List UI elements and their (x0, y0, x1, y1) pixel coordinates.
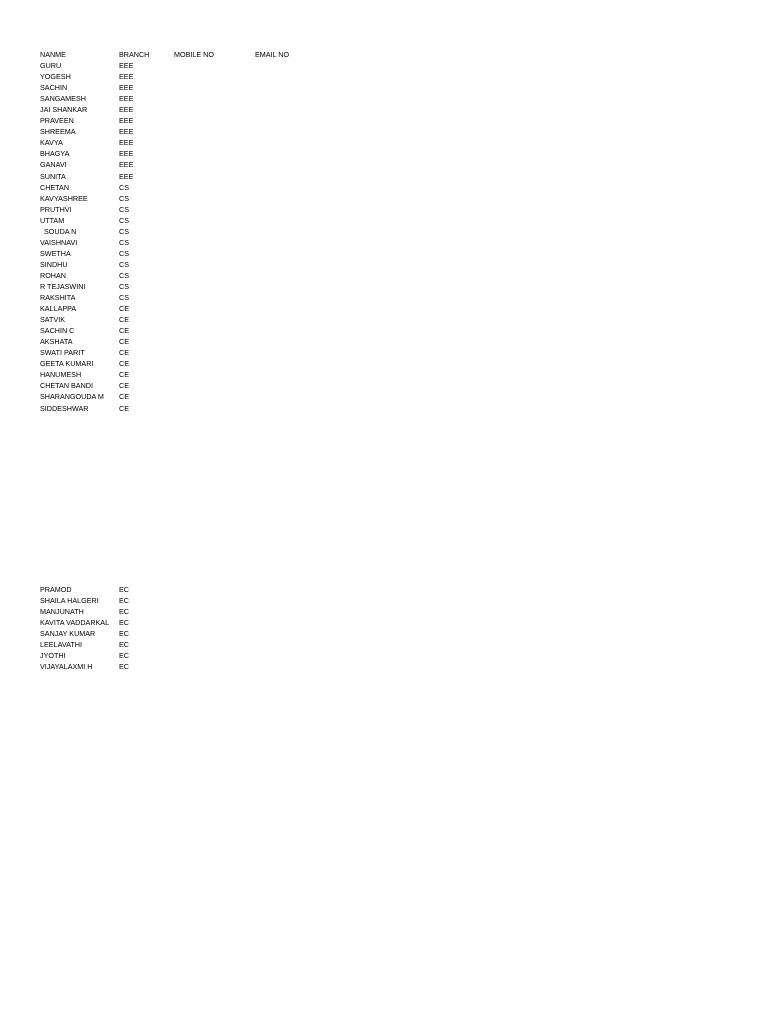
student-branch: EEE (119, 61, 134, 71)
table-body-top (40, 60, 335, 414)
table-row (40, 380, 335, 391)
student-branch: CS (119, 248, 129, 258)
table-row (40, 403, 335, 414)
table-row (40, 93, 335, 104)
student-name: SHREEMA (40, 127, 76, 137)
table-row (40, 270, 335, 281)
table-row (40, 595, 174, 606)
table-row (40, 617, 174, 628)
table-row (40, 204, 335, 215)
student-branch: EEE (119, 138, 134, 148)
student-branch: EEE (119, 72, 134, 82)
student-branch: EC (119, 618, 129, 628)
student-name: PRAMOD (40, 585, 72, 594)
student-name: SATVIK (40, 315, 66, 325)
table-row (40, 650, 174, 661)
student-branch: CE (119, 348, 129, 358)
student-name: YOGESH (40, 72, 71, 82)
student-name: GANAVI (40, 160, 67, 170)
table-row (40, 248, 335, 259)
student-name: LEELAVATHI (40, 640, 82, 650)
table-row (40, 115, 335, 126)
student-branch: CS (119, 226, 129, 236)
header-email: EMAIL NO (255, 50, 290, 59)
table-row (40, 237, 335, 248)
student-branch: EEE (119, 94, 134, 104)
table-row (40, 292, 335, 303)
student-name: MANJUNATH (40, 607, 84, 617)
student-table-top (40, 49, 335, 414)
table-row (40, 182, 335, 193)
table-row (40, 82, 335, 93)
student-name: CHETAN (40, 182, 70, 192)
student-name: VIJAYALAXMI H (40, 662, 93, 672)
student-name: SHAILA HALGERI (40, 596, 99, 606)
student-branch: CE (119, 370, 129, 380)
student-branch: CS (119, 215, 129, 225)
student-name: GEETA KUMARI (40, 359, 94, 369)
student-branch: EC (119, 607, 129, 617)
table-row (40, 628, 174, 639)
student-branch: EEE (119, 127, 134, 137)
student-name: SWATI PARIT (40, 348, 85, 358)
header-branch: BRANCH (119, 50, 150, 59)
student-branch: CE (119, 403, 129, 413)
table-row (40, 661, 174, 672)
student-branch: EEE (119, 116, 134, 126)
student-branch: EEE (119, 105, 134, 115)
table-row (40, 281, 335, 292)
student-branch: CS (119, 182, 129, 192)
student-name: HANUMESH (40, 370, 82, 380)
table-row (40, 259, 335, 270)
student-name: SOUDA N (40, 226, 77, 236)
student-branch: CS (119, 281, 129, 291)
student-name: SIDDESHWAR (40, 403, 89, 413)
student-name: JYOTHI (40, 651, 66, 661)
student-name: SINDHU (40, 259, 68, 269)
student-name: GURU (40, 61, 62, 71)
student-table-bottom (40, 584, 174, 672)
student-name: PRAVEEN (40, 116, 74, 126)
student-branch: EEE (119, 149, 134, 159)
student-branch: CE (119, 304, 129, 314)
student-branch: CE (119, 315, 129, 325)
table-row (40, 391, 335, 402)
student-branch: CS (119, 204, 129, 214)
student-name: RAKSHITA (40, 293, 76, 303)
student-name: PRUTHVI (40, 204, 72, 214)
header-name: NANME (40, 50, 66, 59)
student-branch: EC (119, 629, 129, 639)
table-row (40, 606, 174, 617)
table-row (40, 159, 335, 170)
student-name: R TEJASWINI (40, 281, 86, 291)
student-name: KAVYA (40, 138, 63, 148)
student-name: SACHIN C (40, 326, 75, 336)
student-branch: CE (119, 326, 129, 336)
table-row (40, 126, 335, 137)
table-row (40, 215, 335, 226)
table-row (40, 193, 335, 204)
table-row (40, 347, 335, 358)
table-row (40, 104, 335, 115)
table-row (40, 358, 335, 369)
student-name: BHAGYA (40, 149, 70, 159)
student-branch: EC (119, 640, 129, 650)
student-branch: EEE (119, 160, 134, 170)
table-row (40, 303, 335, 314)
student-name: AKSHATA (40, 337, 73, 347)
student-name: SANGAMESH (40, 94, 86, 104)
table-row (40, 60, 335, 71)
header-row (40, 49, 335, 60)
student-name: VAISHNAVI (40, 237, 78, 247)
student-branch: EC (119, 651, 129, 661)
student-name: SANJAY KUMAR (40, 629, 96, 639)
student-name: KALLAPPA (40, 304, 77, 314)
student-name: SACHIN (40, 83, 68, 93)
student-name: KAVYASHREE (40, 193, 88, 203)
student-name: JAI SHANKAR (40, 105, 88, 115)
student-branch: CS (119, 293, 129, 303)
student-name: ROHAN (40, 270, 66, 280)
student-name: UTTAM (40, 215, 65, 225)
student-branch: EEE (119, 83, 134, 93)
student-branch: EC (119, 662, 129, 672)
table-row (40, 171, 335, 182)
header-mobile: MOBILE NO (174, 50, 214, 59)
student-branch: CS (119, 259, 129, 269)
student-branch: EC (119, 585, 129, 594)
student-name: SUNITA (40, 171, 66, 181)
student-branch: CE (119, 392, 129, 402)
table-row (40, 148, 335, 159)
student-branch: CS (119, 193, 129, 203)
table-row (40, 314, 335, 325)
student-branch: CS (119, 237, 129, 247)
table-row (40, 584, 174, 595)
table-row (40, 137, 335, 148)
student-name: SWETHA (40, 248, 71, 258)
student-branch: CE (119, 337, 129, 347)
student-branch: CE (119, 381, 129, 391)
student-name: CHETAN BANDI (40, 381, 93, 391)
student-branch: EC (119, 596, 129, 606)
table-row (40, 226, 335, 237)
student-branch: CE (119, 359, 129, 369)
student-branch: CS (119, 270, 129, 280)
table-row (40, 639, 174, 650)
table-row (40, 325, 335, 336)
table-row (40, 336, 335, 347)
student-name: SHARANGOUDA M (40, 392, 104, 402)
student-name: KAVITA VADDARKAL (40, 618, 110, 628)
table-body-bottom (40, 584, 174, 672)
table-row (40, 369, 335, 380)
student-branch: EEE (119, 171, 134, 181)
table-row (40, 71, 335, 82)
